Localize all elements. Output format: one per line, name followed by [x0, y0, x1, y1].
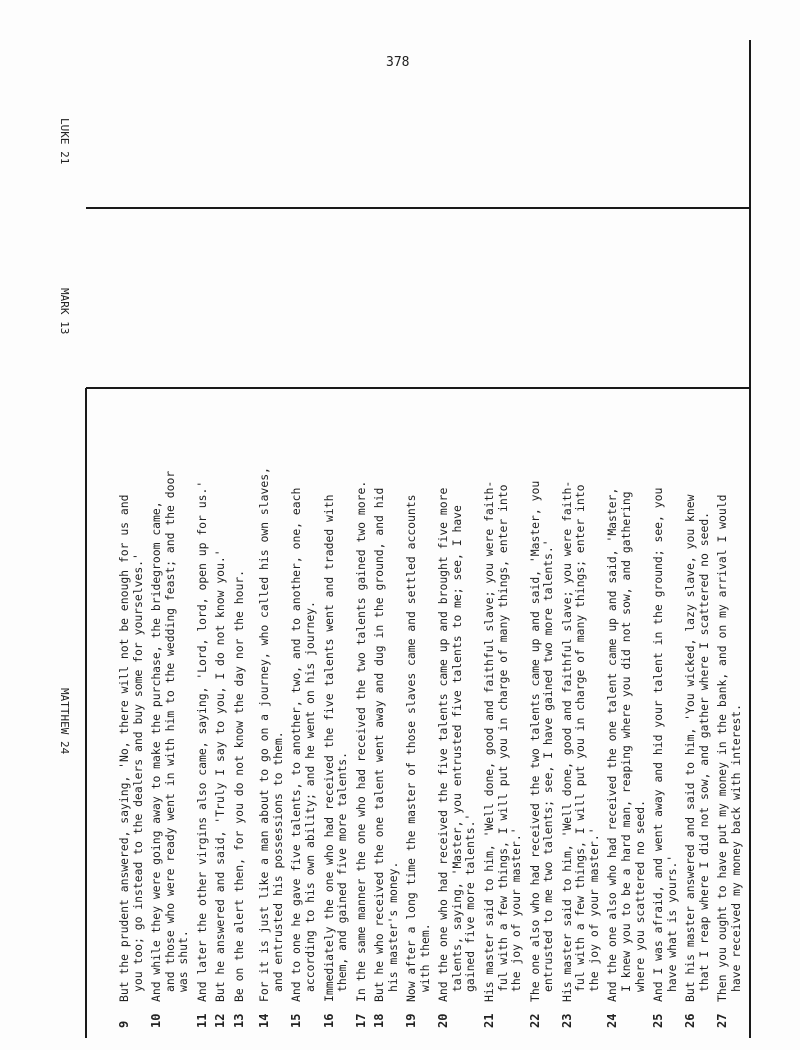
verse-line: And to one he gave five talents, to another, two, and to another, one, each [289, 487, 304, 1002]
verse-text [684, 388, 711, 1002]
right-column-rule [749, 40, 751, 1038]
header-matthew: MATTHEW 24 [58, 688, 71, 755]
page-number: 378 [386, 55, 410, 70]
verse-line: And later the other virgins also came, saying, 'Lord, lord, open up for us.' [194, 480, 209, 1002]
verse-line: you too; go instead to the dealers and buy some for yourselves.' [130, 553, 145, 992]
verse-line: Immediately the one who had received the five talents went and traded with [321, 494, 336, 1002]
verse-text [233, 388, 247, 1002]
verse-text [150, 388, 191, 1002]
verse-line: His master said to him, 'Well done, good and faithful slave; you were faith- [482, 480, 497, 1002]
verse-text [258, 388, 285, 1002]
verse-number: 20 [436, 1013, 451, 1028]
verse-number: 11 [194, 1013, 209, 1028]
verse-line: according to his own ability; and he went on his journey. [303, 601, 318, 992]
verse-text [355, 388, 369, 1002]
verse-line: But he who received the one talent went away and dug in the ground, and hid [372, 487, 387, 1002]
verse-number: 9 [117, 1020, 131, 1028]
verse-line: the joy of your master.' [509, 827, 524, 992]
verse-line: that I reap where I did not sow, and gather where I scattered no seed. [696, 511, 711, 992]
verse-text [323, 388, 350, 1002]
verse-line: them, and gained five more talents. [335, 751, 350, 992]
verse-number: 15 [289, 1013, 304, 1028]
verse-line: ful with a few things, I will put you in charge of many things, enter into [495, 484, 510, 992]
verse-text [606, 388, 647, 1002]
verse-line: the joy of your master.' [586, 827, 601, 992]
verse-number: 16 [321, 1013, 336, 1028]
verse-text [437, 388, 478, 1002]
verse-line: And the one also who had received the one talent came up and said, 'Master, [605, 487, 620, 1002]
verse-18 [373, 388, 400, 1028]
verse-line: Then you ought to have put my money in the bank, and on my arrival I would [715, 494, 730, 1002]
verse-25 [652, 388, 679, 1028]
verse-line: and entrusted his possessions to them. [270, 731, 285, 992]
verse-number: 25 [651, 1013, 666, 1028]
verse-line: have what is yours.' [664, 854, 679, 992]
verse-number: 12 [213, 1013, 228, 1028]
verse-23 [561, 388, 602, 1028]
verse-line: gained five more talents.' [463, 813, 478, 992]
verse-24 [606, 388, 647, 1028]
verse-number: 27 [715, 1013, 730, 1028]
verse-number: 14 [257, 1013, 272, 1028]
verse-text [290, 388, 317, 1002]
verse-line: and those who were ready went in with him to the wedding feast; and the door [162, 470, 177, 992]
verse-line: ful with a few things, I will put you in charge of many things; enter into [573, 484, 588, 992]
verse-line: And the one who had received the five talents came up and brought five more [436, 487, 451, 1002]
verse-text [373, 388, 400, 1002]
verse-12 [214, 388, 228, 1028]
verse-line: But his master answered and said to him, 'You wicked, lazy slave, you knew [683, 494, 698, 1002]
verse-number: 26 [683, 1013, 698, 1028]
verse-15 [290, 388, 317, 1028]
verse-10 [150, 388, 191, 1028]
verse-line: For it is just like a man about to go on a journey, who called his own slaves, [257, 467, 272, 1002]
verse-text [483, 388, 524, 1002]
verse-number: 23 [559, 1013, 574, 1028]
verse-line: his master's money. [385, 861, 400, 992]
verse-line: Be on the alert then, for you do not know the day nor the hour. [231, 569, 246, 1002]
verse-text [196, 388, 210, 1002]
verse-line: And I was afraid, and went away and hid your talent in the ground; see, you [651, 487, 666, 1002]
verse-19 [405, 388, 432, 1028]
verse-line: Now after a long time the master of those slaves came and settled accounts [404, 494, 419, 1002]
verse-17 [355, 388, 369, 1028]
verse-text [405, 388, 432, 1002]
verse-number: 13 [231, 1013, 246, 1028]
verse-line: was shut. [176, 930, 191, 992]
verse-number: 19 [404, 1013, 419, 1028]
verse-number: 24 [605, 1013, 620, 1028]
verse-line: His master said to him, 'Well done, good and faithful slave; you were faith- [559, 480, 574, 1002]
verse-line: But he answered and said, 'Truly I say to you, I do not know you.' [213, 549, 228, 1002]
verse-number: 10 [149, 1013, 164, 1028]
verse-22 [529, 388, 556, 1028]
verse-text [716, 388, 743, 1002]
verse-16 [323, 388, 350, 1028]
verse-line: with them. [417, 923, 432, 992]
luke-section-divider [86, 207, 750, 209]
verse-line: But the prudent answered, saying, 'No, there will not be enough for us and [117, 494, 131, 1002]
verse-11 [196, 388, 210, 1028]
verse-26 [684, 388, 711, 1028]
verse-line: talents, saying, 'Master, you entrusted five talents to me; see, I have [449, 505, 464, 992]
matthew-24-text [118, 388, 748, 1028]
verse-27 [716, 388, 743, 1028]
header-mark: MARK 13 [58, 288, 71, 335]
verse-21 [483, 388, 524, 1028]
verse-line: The one also who had received the two talents came up and said, 'Master, you [527, 480, 542, 1002]
verse-9 [118, 388, 145, 1028]
verse-text [529, 388, 556, 1002]
left-margin-rule [85, 388, 87, 1038]
verse-text [652, 388, 679, 1002]
verse-line: have received my money back with interest. [728, 703, 743, 992]
verse-text [118, 388, 145, 1002]
verse-line: I knew you to be a hard man, reaping where you did not sow, and gathering [618, 491, 633, 992]
verse-line: where you scattered no seed. [632, 799, 647, 992]
verse-14 [258, 388, 285, 1028]
verse-text [561, 388, 602, 1002]
header-luke: LUKE 21 [58, 118, 71, 165]
verse-13 [233, 388, 247, 1028]
verse-20 [437, 388, 478, 1028]
verse-line: In the same manner the one who had received the two talents gained two more. [353, 480, 368, 1002]
verse-line: entrusted to me two talents; see, I have gained two more talents.' [541, 539, 556, 992]
verse-number: 17 [353, 1013, 368, 1028]
verse-number: 21 [482, 1013, 497, 1028]
verse-text [214, 388, 228, 1002]
verse-number: 22 [527, 1013, 542, 1028]
verse-number: 18 [372, 1013, 387, 1028]
verse-line: And while they were going away to make the purchase, the bridegroom came, [149, 501, 164, 1002]
